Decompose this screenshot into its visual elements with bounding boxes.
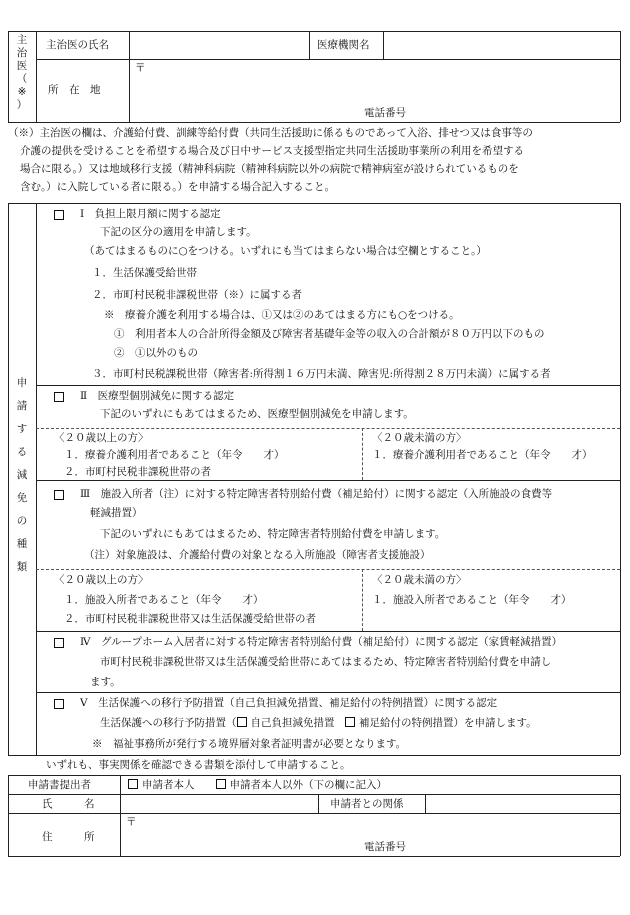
section-1-title: Ⅰ 負担上限月額に関する認定	[80, 208, 221, 220]
submitter-address-field[interactable]	[122, 815, 618, 839]
submitter-address-label: 住 所	[42, 831, 95, 843]
institution-field[interactable]	[385, 33, 618, 57]
section-2-checkbox[interactable]	[54, 392, 64, 402]
submitter-options: 申請者本人 申請者本人以外（下の欄に記入）	[128, 779, 387, 792]
self-pay-reduction-checkbox[interactable]	[237, 717, 247, 727]
section-1-checkbox[interactable]	[54, 210, 64, 220]
section-4-checkbox[interactable]	[54, 638, 64, 648]
submitter-label: 申請書提出者	[28, 779, 91, 791]
section-2-title: Ⅱ 医療型個別減免に関する認定	[80, 390, 235, 402]
reduction-side-label: 申 請 す る 減 免 の 種 類	[16, 377, 28, 573]
submitter-self-checkbox[interactable]	[128, 779, 138, 789]
submitter-name-label: 氏 名	[42, 798, 95, 810]
doctor-name-label: 主治医の氏名	[46, 39, 109, 51]
doctor-address-label: 所 在 地	[48, 84, 101, 96]
supplement-special-checkbox[interactable]	[345, 717, 355, 727]
doctor-side-label: 主 治 医 （ ※ ）	[16, 34, 28, 111]
section-3-checkbox[interactable]	[54, 490, 64, 500]
section-5-option-line: 生活保護への移行予防措置（ 自己負担減免措置 補足給付の特例措置）を申請します。	[100, 717, 537, 729]
doctor-phone-label: 電話番号	[364, 107, 406, 119]
postal-mark: 〒	[135, 62, 146, 74]
section-5-checkbox[interactable]	[54, 699, 64, 709]
institution-label: 医療機関名	[317, 39, 370, 51]
submitter-phone-label: 電話番号	[364, 841, 406, 853]
section-4-title: Ⅳ グループホーム入居者に対する特定障害者特別給付費（補足給付）に関する認定（家賃軽減措置）	[80, 636, 563, 648]
submitter-other-checkbox[interactable]	[216, 779, 226, 789]
section-3-title: Ⅲ 施設入所者（注）に対する特定障害者特別給付費（補足給付）に関する認定（入所施設の食費等	[80, 488, 553, 500]
instruction-text: いずれも、事実関係を確認できる書類を添付して申請すること。	[46, 759, 351, 771]
submitter-postal-mark: 〒	[126, 816, 137, 828]
relation-field[interactable]	[427, 796, 618, 812]
doctor-name-field[interactable]	[131, 33, 307, 57]
section-5-title: Ⅴ 生活保護への移行予防措置（自己負担減免措置、補足給付の特例措置）に関する認定	[80, 697, 498, 709]
relation-label: 申請者との関係	[330, 798, 404, 810]
submitter-name-field[interactable]	[122, 796, 316, 812]
doctor-address-field[interactable]	[131, 61, 618, 105]
